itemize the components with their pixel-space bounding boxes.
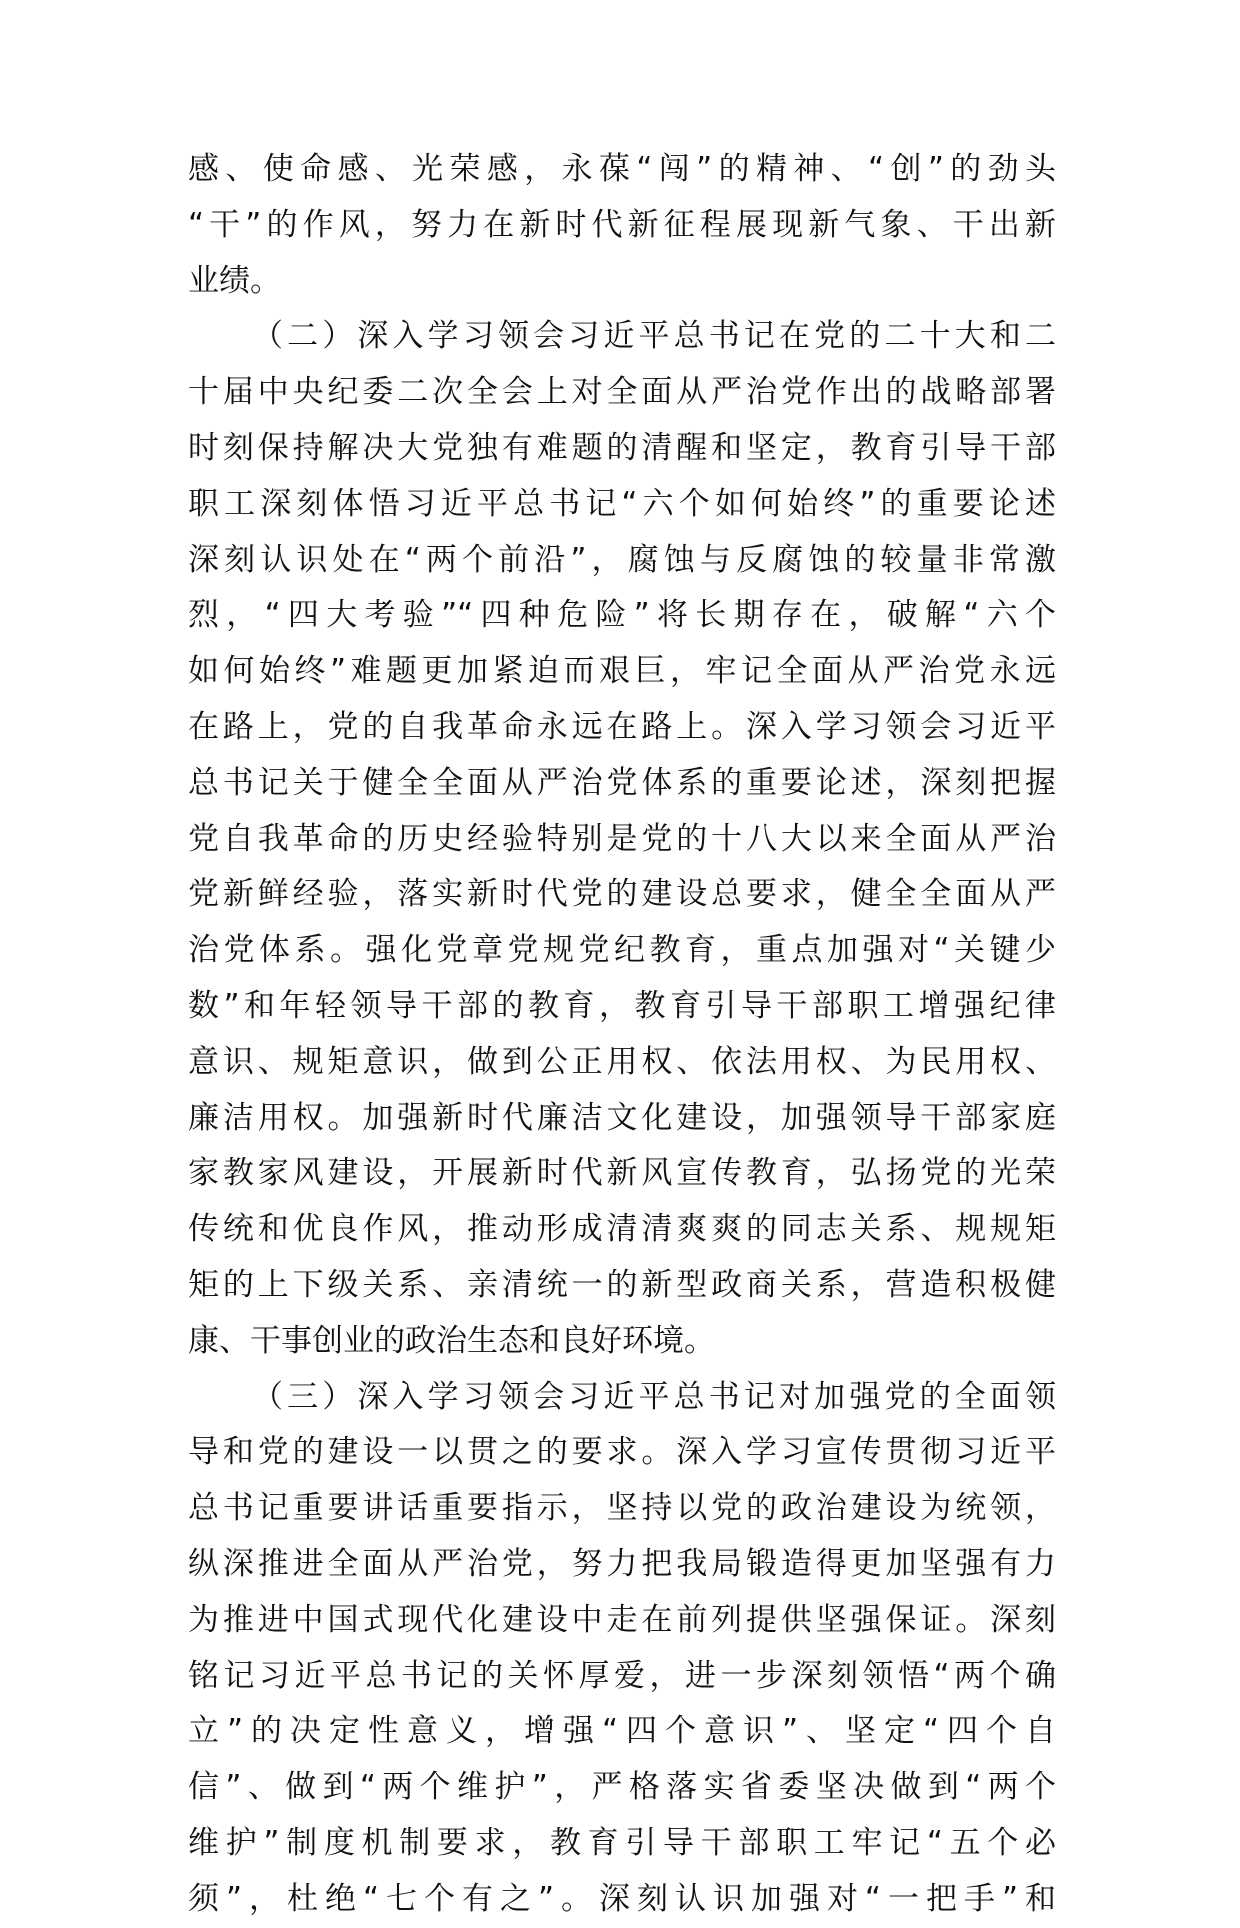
text-line: 纵深推进全面从严治党，努力把我局锻造得更加坚强有力: [188, 1545, 1056, 1582]
text-line: 导和党的建设一以贯之的要求。深入学习宣传贯彻习近平: [188, 1434, 1056, 1471]
text-line: 时刻保持解决大党独有难题的清醒和坚定，教育引导干部: [188, 429, 1056, 466]
text-line: 意识、规矩意识，做到公正用权、依法用权、为民用权、: [188, 1043, 1056, 1080]
text-line: 数”和年轻领导干部的教育，教育引导干部职工增强纪律: [188, 987, 1056, 1024]
text-line: 铭记习近平总书记的关怀厚爱，进一步深刻领悟“两个确: [188, 1657, 1056, 1694]
text-line: 立”的决定性意义，增强“四个意识”、坚定“四个自: [188, 1713, 1056, 1750]
document-body-text: [188, 142, 1056, 1928]
text-line: 党新鲜经验，落实新时代党的建设总要求，健全全面从严: [188, 876, 1056, 913]
text-line: 业绩。: [188, 262, 281, 299]
text-line: 为推进中国式现代化建设中走在前列提供坚强保证。深刻: [188, 1601, 1056, 1638]
text-line: 廉洁用权。加强新时代廉洁文化建设，加强领导干部家庭: [188, 1099, 1056, 1136]
text-line: 信”、做到“两个维护”，严格落实省委坚决做到“两个: [188, 1769, 1056, 1806]
text-line: 感、使命感、光荣感，永葆“闯”的精神、“创”的劲头: [188, 151, 1056, 187]
text-line: 维护”制度机制要求，教育引导干部职工牢记“五个必: [188, 1824, 1056, 1861]
text-line: 总书记关于健全全面从严治党体系的重要论述，深刻把握: [188, 764, 1056, 801]
text-line: 传统和优良作风，推动形成清清爽爽的同志关系、规规矩: [188, 1211, 1056, 1248]
text-line: 深刻认识处在“两个前沿”，腐蚀与反腐蚀的较量非常激: [188, 541, 1056, 578]
text-line: 党自我革命的历史经验特别是党的十八大以来全面从严治: [188, 820, 1056, 857]
text-line: 如何始终”难题更加紧迫而艰巨，牢记全面从严治党永远: [188, 653, 1056, 690]
text-line: 总书记重要讲话重要指示，坚持以党的政治建设为统领，: [188, 1490, 1056, 1527]
text-line: 职工深刻体悟习近平总书记“六个如何始终”的重要论述: [188, 485, 1056, 522]
text-line: 矩的上下级关系、亲清统一的新型政商关系，营造积极健: [188, 1266, 1056, 1303]
paragraph-first-line: （三）深入学习领会习近平总书记对加强党的全面领: [252, 1378, 1056, 1415]
text-line: “干”的作风，努力在新时代新征程展现新气象、干出新: [188, 206, 1056, 243]
text-line: 十届中央纪委二次全会上对全面从严治党作出的战略部署: [188, 374, 1056, 411]
text-line: 家教家风建设，开展新时代新风宣传教育，弘扬党的光荣: [188, 1155, 1056, 1192]
text-line: 须”，杜绝“七个有之”。深刻认识加强对“一把手”和: [188, 1880, 1056, 1917]
text-line: 治党体系。强化党章党规党纪教育，重点加强对“关键少: [188, 932, 1056, 969]
text-line: 在路上，党的自我革命永远在路上。深入学习领会习近平: [188, 708, 1056, 745]
paragraph-first-line: （二）深入学习领会习近平总书记在党的二十大和二: [252, 318, 1056, 355]
text-line: 烈，“四大考验”“四种危险”将长期存在，破解“六个: [188, 597, 1056, 634]
text-line: 康、干事创业的政治生态和良好环境。: [188, 1322, 715, 1359]
